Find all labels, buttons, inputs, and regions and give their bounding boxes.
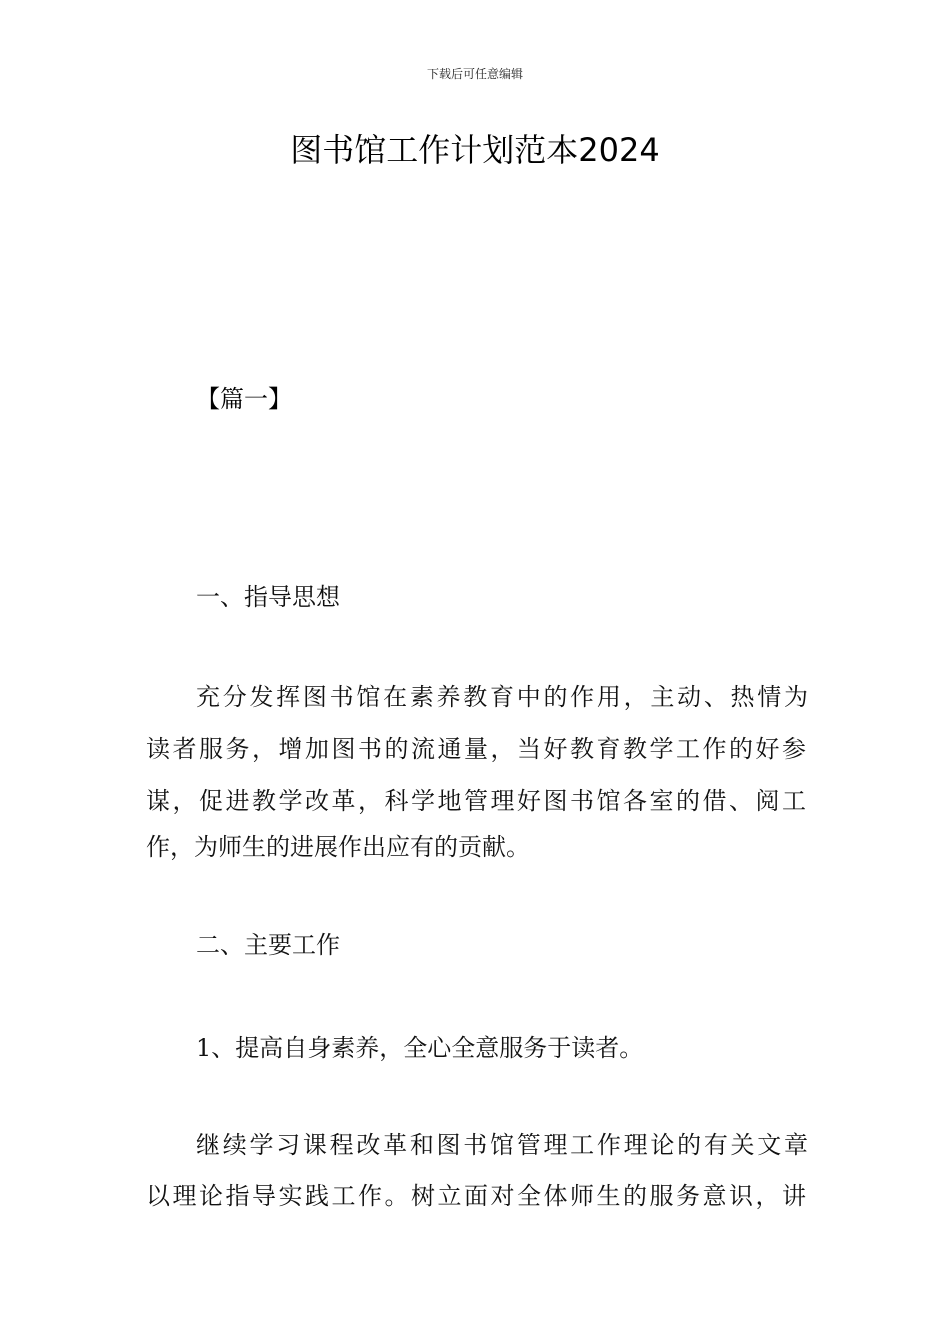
paragraph-line: 作，为师生的进展作出应有的贡献。 [146, 833, 530, 861]
list-item: 1、提高自身素养，全心全意服务于读者。 [196, 1034, 644, 1062]
paragraph-line: 继续学习课程改革和图书馆管理工作理论的有关文章 [196, 1131, 808, 1159]
section-mark: 【篇一】 [196, 385, 292, 413]
paragraph-line: 以理论指导实践工作。树立面对全体师生的服务意识，讲 [146, 1182, 806, 1210]
document-title: 图书馆工作计划范本2024 [290, 131, 660, 169]
paragraph-line: 谋，促进教学改革，科学地管理好图书馆各室的借、阅工 [146, 787, 806, 815]
heading-main-work: 二、主要工作 [196, 931, 340, 959]
paragraph-line: 充分发挥图书馆在素养教育中的作用，主动、热情为 [196, 683, 808, 711]
header-note: 下载后可任意编辑 [426, 67, 523, 81]
heading-guiding-ideology: 一、指导思想 [196, 583, 340, 611]
paragraph-line: 读者服务，增加图书的流通量，当好教育教学工作的好参 [146, 735, 806, 763]
